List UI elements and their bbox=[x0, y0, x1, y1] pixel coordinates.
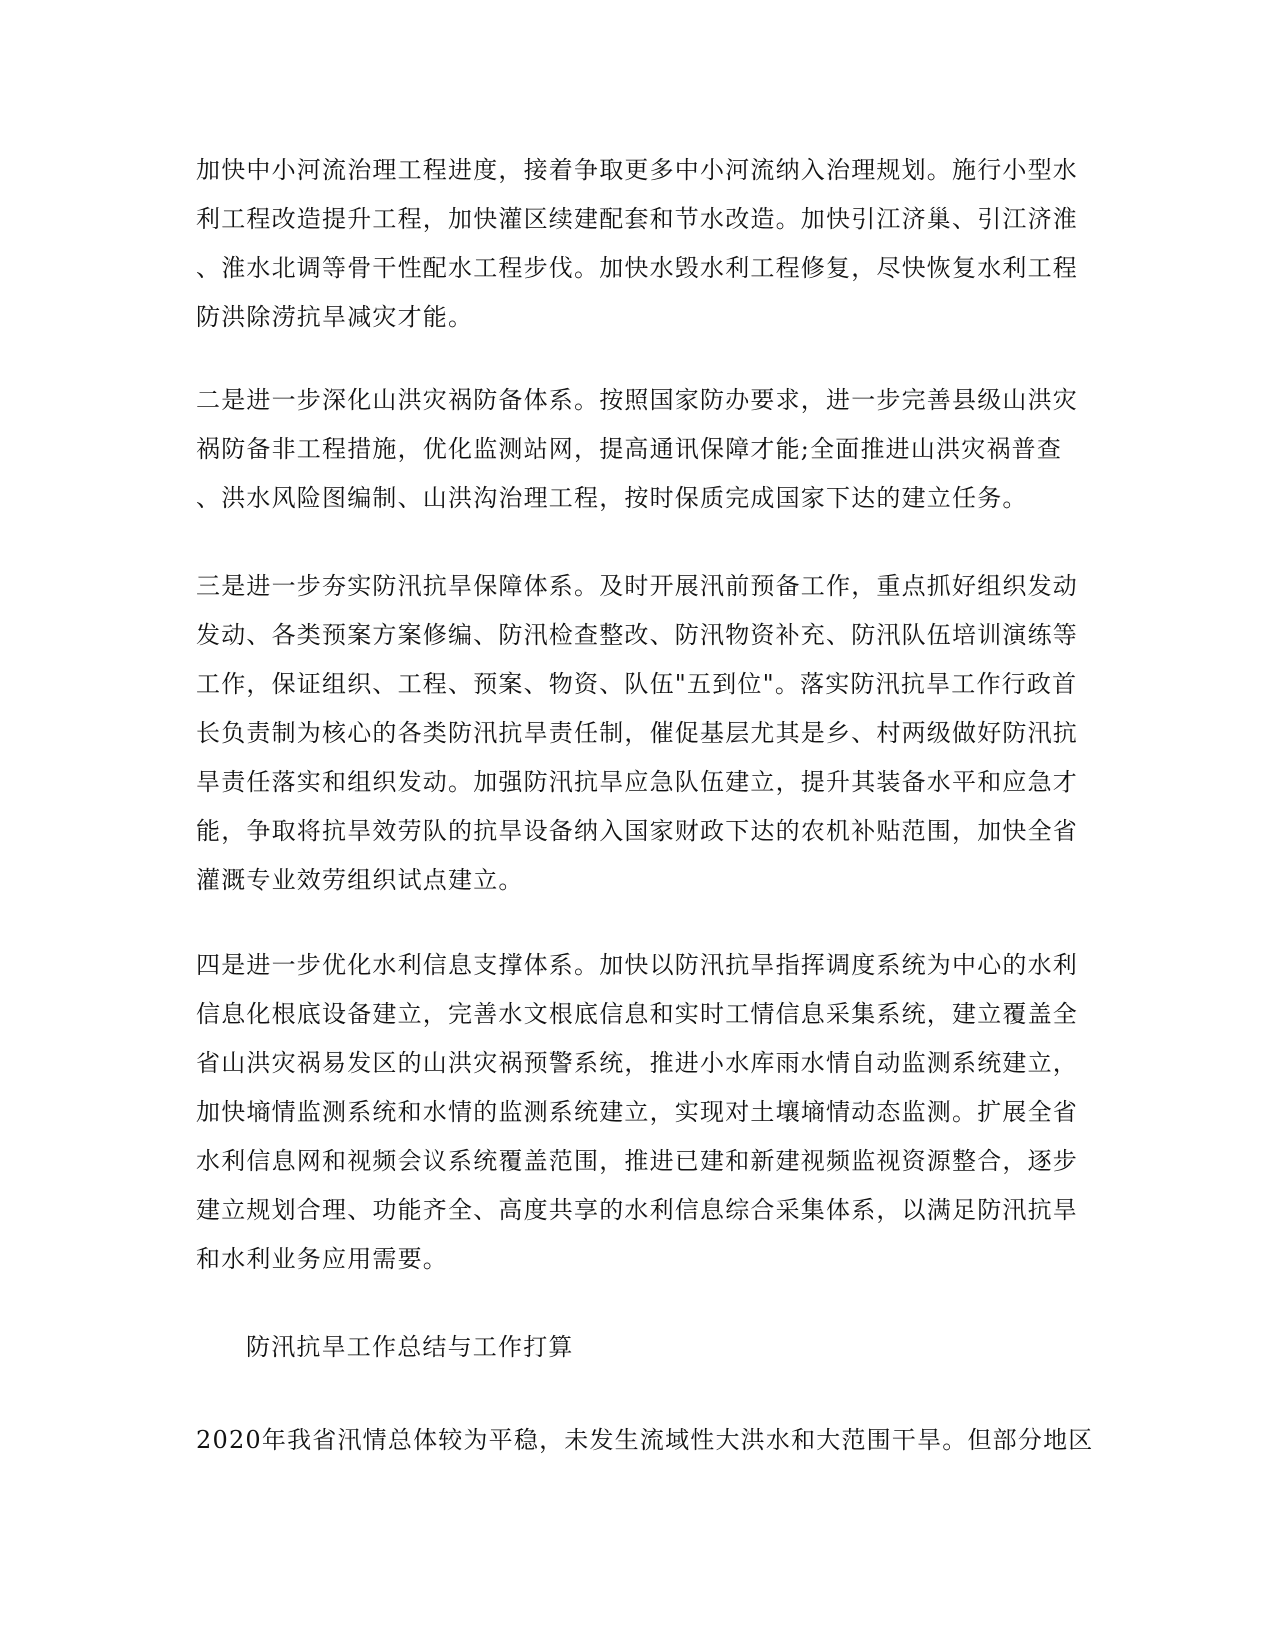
paragraph-line: 2020年我省汛情总体较为平稳，未发生流域性大洪水和大范围干旱。但部分地区 bbox=[196, 1426, 1094, 1454]
paragraph-line: 加快墒情监测系统和水情的监测系统建立，实现对土壤墒情动态监测。扩展全省 bbox=[196, 1098, 1078, 1126]
paragraph-line: 祸防备非工程措施，优化监测站网，提高通讯保障才能;全面推进山洪灾祸普查 bbox=[196, 435, 1063, 463]
paragraph-line: 能，争取将抗旱效劳队的抗旱设备纳入国家财政下达的农机补贴范围，加快全省 bbox=[196, 817, 1078, 845]
paragraph-line: 工作，保证组织、工程、预案、物资、队伍"五到位"。落实防汛抗旱工作行政首 bbox=[196, 670, 1078, 698]
paragraph-line: 加快中小河流治理工程进度，接着争取更多中小河流纳入治理规划。施行小型水 bbox=[196, 156, 1078, 184]
paragraph-5 bbox=[196, 1416, 1094, 1465]
paragraph-line: 、洪水风险图编制、山洪沟治理工程，按时保质完成国家下达的建立任务。 bbox=[196, 484, 1028, 512]
paragraph-line: 四是进一步优化水利信息支撑体系。加快以防汛抗旱指挥调度系统为中心的水利 bbox=[196, 951, 1078, 979]
paragraph-line: 长负责制为核心的各类防汛抗旱责任制，催促基层尤其是乡、村两级做好防汛抗 bbox=[196, 719, 1078, 747]
paragraph-1 bbox=[196, 146, 1076, 342]
paragraph-line: 建立规划合理、功能齐全、高度共享的水利信息综合采集体系，以满足防汛抗旱 bbox=[196, 1196, 1078, 1224]
paragraph-line: 旱责任落实和组织发动。加强防汛抗旱应急队伍建立，提升其装备水平和应急才 bbox=[196, 768, 1078, 796]
paragraph-line: 二是进一步深化山洪灾祸防备体系。按照国家防办要求，进一步完善县级山洪灾 bbox=[196, 386, 1078, 414]
paragraph-4 bbox=[196, 941, 1076, 1284]
section-heading: 防汛抗旱工作总结与工作打算 bbox=[246, 1333, 574, 1361]
paragraph-line: 省山洪灾祸易发区的山洪灾祸预警系统，推进小水库雨水情自动监测系统建立， bbox=[196, 1049, 1078, 1077]
paragraph-line: 水利信息网和视频会议系统覆盖范围，推进已建和新建视频监视资源整合，逐步 bbox=[196, 1147, 1078, 1175]
paragraph-line: 发动、各类预案方案修编、防汛检查整改、防汛物资补充、防汛队伍培训演练等 bbox=[196, 621, 1078, 649]
paragraph-line: 灌溉专业效劳组织试点建立。 bbox=[196, 866, 524, 894]
paragraph-line: 信息化根底设备建立，完善水文根底信息和实时工情信息采集系统，建立覆盖全 bbox=[196, 1000, 1078, 1028]
paragraph-line: 利工程改造提升工程，加快灌区续建配套和节水改造。加快引江济巢、引江济淮 bbox=[196, 205, 1078, 233]
paragraph-2 bbox=[196, 376, 1076, 523]
paragraph-line: 、淮水北调等骨干性配水工程步伐。加快水毁水利工程修复，尽快恢复水利工程 bbox=[196, 254, 1078, 282]
paragraph-line: 和水利业务应用需要。 bbox=[196, 1245, 448, 1273]
paragraph-3 bbox=[196, 562, 1076, 905]
paragraph-line: 防洪除涝抗旱减灾才能。 bbox=[196, 303, 474, 331]
paragraph-line: 三是进一步夯实防汛抗旱保障体系。及时开展汛前预备工作，重点抓好组织发动 bbox=[196, 572, 1078, 600]
